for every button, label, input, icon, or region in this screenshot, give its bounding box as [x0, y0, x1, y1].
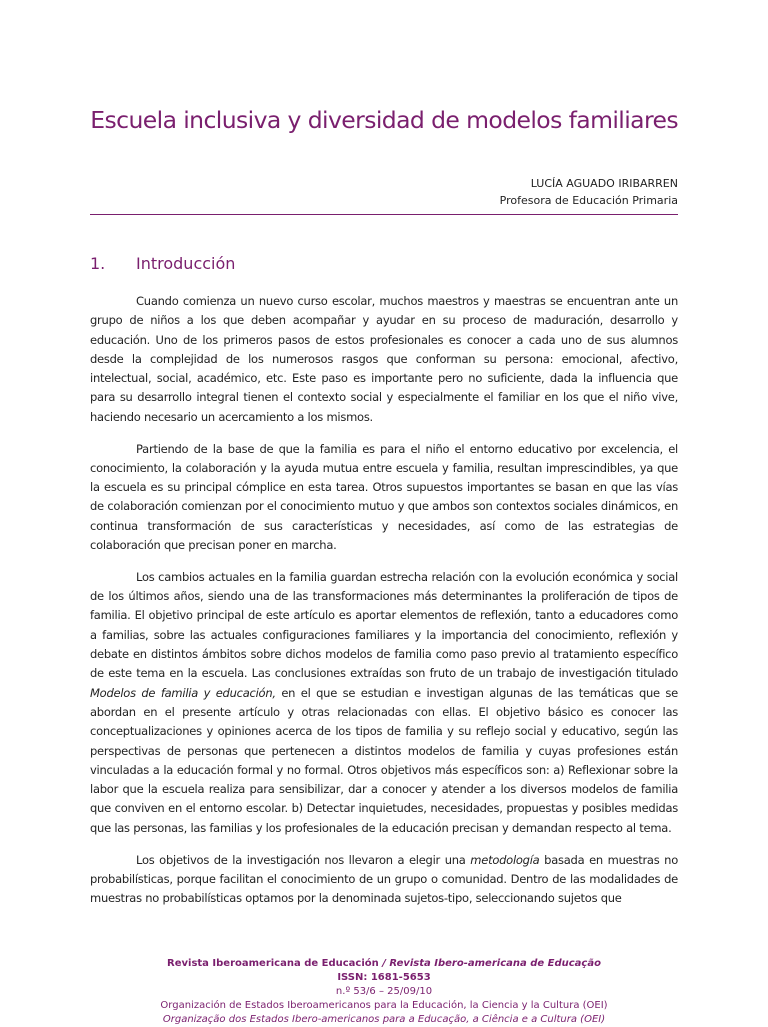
section-heading	[90, 254, 235, 273]
footer-issn: ISSN: 1681-5653	[337, 972, 431, 983]
paragraph-4	[90, 851, 678, 909]
author-role: Profesora de Educación Primaria	[499, 194, 678, 207]
paragraph-3-emphasis: Modelos de familia y educación,	[90, 685, 276, 700]
paragraph-4-emphasis: metodología	[470, 852, 540, 867]
article-title: Escuela inclusiva y diversidad de modelos familiares	[90, 106, 678, 134]
footer-journal-es: Revista Iberoamericana de Educación	[167, 958, 379, 969]
footer-journal	[90, 957, 678, 971]
author-name: LUCÍA AGUADO IRIBARREN	[530, 177, 678, 190]
footer-org-pt: Organização dos Estados Ibero-americanos para a Educação, a Ciência e a Cultura (OEI)	[162, 1014, 606, 1025]
author-block	[90, 175, 678, 209]
footer-journal-pt: / Revista Ibero-americana de Educação	[378, 958, 601, 969]
footer-issue: n.º 53/6 – 25/09/10	[335, 986, 433, 997]
header-divider	[90, 214, 678, 215]
paragraph-3-text-b: en el que se estudian e investigan algunas de las temáticas que se abordan en el presente artículo y otras relacionadas con ellas. El objetivo básico es conocer las conceptualizaciones y opiniones acerca de los tipos de familia y su reflejo social y educativo, según las perspectivas de personas que pertenecen a distintos modelos de familia y cuyas profesiones están vinculadas a la educación formal y no formal. Otros objetivos más específicos son: a) Reflexionar sobre la labor que la escuela realiza para sensibilizar, dar a conocer y atender a los diversos modelos de familia que conviven en el entorno escolar. b) Detectar inquietudes, necesidades, propuestas y posibles medidas que las personas, las familias y los profesionales de la educación precisan y demandan respecto al tema.	[90, 685, 678, 835]
section-number: 1.	[90, 254, 106, 273]
paragraph-4-text-b: basada en muestras no probabilísticas, porque facilitan el conocimiento de un grupo o comunidad. Dentro de las modalidades de muestras no probabilísticas optamos por la denominada sujetos-tipo, seleccionando sujetos que	[90, 852, 678, 906]
article-body	[90, 292, 678, 908]
paragraph-3	[90, 568, 678, 838]
paragraph-1: Cuando comienza un nuevo curso escolar, muchos maestros y maestras se encuentran ante un grupo de niños a los que deben acompañar y ayudar en su proceso de maduración, desarrollo y educación. Uno de los primeros pasos de estos profesionales es conocer a cada uno de sus alumnos desde la complejidad de los numerosos rasgos que conforman su persona: emocional, afectivo, intelectual, social, académico, etc. Este paso es importante pero no suficiente, dada la influencia que para su desarrollo integral tienen el contexto social y especialmente el familiar en los que el niño vive, haciendo necesario un acercamiento a los mismos.	[90, 294, 678, 424]
paragraph-2: Partiendo de la base de que la familia es para el niño el entorno educativo por excelencia, el conocimiento, la colaboración y la ayuda mutua entre escuela y familia, resultan imprescindibles, ya que la escuela es su principal cómplice en esta tarea. Otros supuestos importantes se basan en que las vías de colaboración comienzan por el conocimiento mutuo y que ambos son contextos sociales dinámicos, en continua transformación de sus características y necesidades, así como de las estrategias de colaboración que precisan poner en marcha.	[90, 441, 678, 553]
page-footer	[90, 957, 678, 1027]
paragraph-3-text-a: Los cambios actuales en la familia guardan estrecha relación con la evolución económica y social de los últimos años, siendo una de las transformaciones más determinantes la proliferación de tipos de familia. El objetivo principal de este artículo es aportar elementos de reflexión, tanto a educadores como a familias, sobre las actuales configuraciones familiares y la importancia del conocimiento, reflexión y debate en distintos ámbitos sobre dichos modelos de familia como paso previo al tratamiento específico de este tema en la escuela. Las conclusiones extraídas son fruto de un trabajo de investigación titulado	[90, 569, 678, 681]
footer-org-es: Organización de Estados Iberoamericanos para la Educación, la Ciencia y la Cultura (OEI)	[160, 1000, 608, 1011]
section-title: Introducción	[136, 254, 236, 273]
paragraph-4-text-a: Los objetivos de la investigación nos llevaron a elegir una	[136, 852, 471, 867]
